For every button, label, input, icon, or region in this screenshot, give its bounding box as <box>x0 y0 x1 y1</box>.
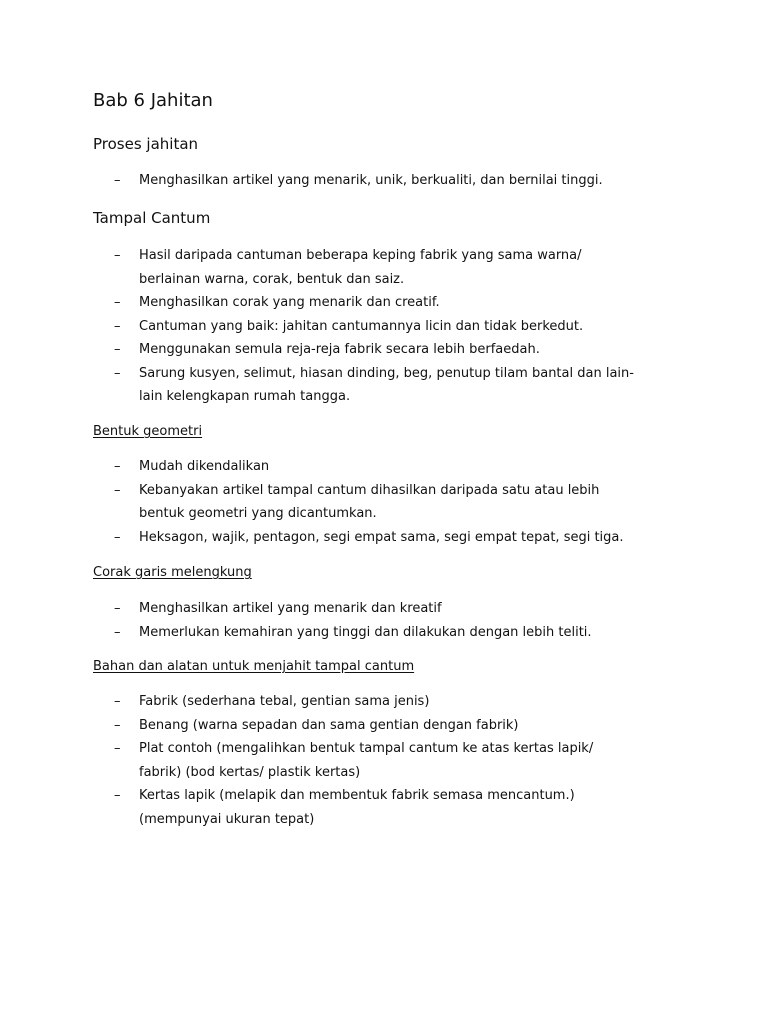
list-item <box>0 714 593 738</box>
dash-bullet: – <box>114 601 121 616</box>
list-item <box>0 169 603 193</box>
list-bahan-dan-alatan <box>0 690 593 831</box>
subheading-bentuk-geometri: Bentuk geometri <box>93 424 203 439</box>
list-item-text: Menggunakan semula reja-reja fabrik secara lebih berfaedah. <box>139 342 540 357</box>
list-item <box>0 479 624 526</box>
dash-bullet: – <box>114 717 121 733</box>
list-item-text: Menghasilkan artikel yang menarik, unik, berkualiti, dan bernilai tinggi. <box>139 173 603 188</box>
list-item-text: Fabrik (sederhana tebal, gentian sama jenis) <box>139 694 430 709</box>
list-item <box>0 737 593 784</box>
dash-bullet: – <box>114 482 121 498</box>
list-item <box>0 597 592 621</box>
list-item-text: Hasil daripada cantuman beberapa keping fabrik yang sama warna/ <box>139 248 582 263</box>
subheading-corak-garis-melengkung: Corak garis melengkung <box>93 565 252 580</box>
list-item-text: Kebanyakan artikel tampal cantum dihasilkan daripada satu atau lebih <box>139 482 600 498</box>
list-item-text: Heksagon, wajik, pentagon, segi empat sama, segi empat tepat, segi tiga. <box>139 529 624 545</box>
list-item-text: (mempunyai ukuran tepat) <box>139 811 315 827</box>
dash-bullet: – <box>114 741 121 756</box>
dash-bullet: – <box>114 342 121 357</box>
list-proses-jahitan <box>0 169 603 193</box>
list-item <box>0 315 634 339</box>
list-item-text: Menghasilkan artikel yang menarik dan kreatif <box>139 601 442 616</box>
list-item-text: Memerlukan kemahiran yang tinggi dan dilakukan dengan lebih teliti. <box>139 624 592 640</box>
dash-bullet: – <box>114 624 121 640</box>
list-item <box>0 784 593 831</box>
page-title: Bab 6 Jahitan <box>93 90 213 111</box>
list-item-text: Kertas lapik (melapik dan membentuk fabrik semasa mencantum.) <box>139 788 575 803</box>
dash-bullet: – <box>114 365 121 381</box>
list-tampal-cantum <box>0 244 634 409</box>
list-corak-garis-melengkung <box>0 597 592 644</box>
list-item <box>0 455 624 479</box>
dash-bullet: – <box>114 694 121 709</box>
list-item <box>0 362 634 409</box>
dash-bullet: – <box>114 248 121 263</box>
subheading-bahan-dan-alatan: Bahan dan alatan untuk menjahit tampal cantum <box>93 659 415 674</box>
list-item <box>0 526 624 550</box>
list-item-text: Cantuman yang baik: jahitan cantumannya licin dan tidak berkedut. <box>139 318 584 334</box>
list-item-text: lain kelengkapan rumah tangga. <box>139 389 351 404</box>
list-item <box>0 621 592 645</box>
list-item-text: Menghasilkan corak yang menarik dan creatif. <box>139 295 440 310</box>
list-item-text: Benang (warna sepadan dan sama gentian dengan fabrik) <box>139 717 519 733</box>
list-item-text: Mudah dikendalikan <box>139 459 270 474</box>
list-item <box>0 690 593 714</box>
list-item-text: Plat contoh (mengalihkan bentuk tampal cantum ke atas kertas lapik/ <box>139 741 594 756</box>
list-item <box>0 244 634 291</box>
list-bentuk-geometri <box>0 455 624 549</box>
dash-bullet: – <box>114 295 121 310</box>
section-heading-proses-jahitan: Proses jahitan <box>93 135 199 153</box>
list-item-text: berlainan warna, corak, bentuk dan saiz. <box>139 271 405 287</box>
list-item <box>0 291 634 315</box>
list-item <box>0 338 634 362</box>
dash-bullet: – <box>114 529 121 545</box>
dash-bullet: – <box>114 173 121 188</box>
dash-bullet: – <box>114 459 121 474</box>
dash-bullet: – <box>114 318 121 334</box>
section-heading-tampal-cantum: Tampal Cantum <box>93 209 211 227</box>
list-item-text: Sarung kusyen, selimut, hiasan dinding, beg, penutup tilam bantal dan lain- <box>139 365 634 381</box>
list-item-text: fabrik) (bod kertas/ plastik kertas) <box>139 764 361 780</box>
dash-bullet: – <box>114 788 121 803</box>
list-item-text: bentuk geometri yang dicantumkan. <box>139 506 377 521</box>
